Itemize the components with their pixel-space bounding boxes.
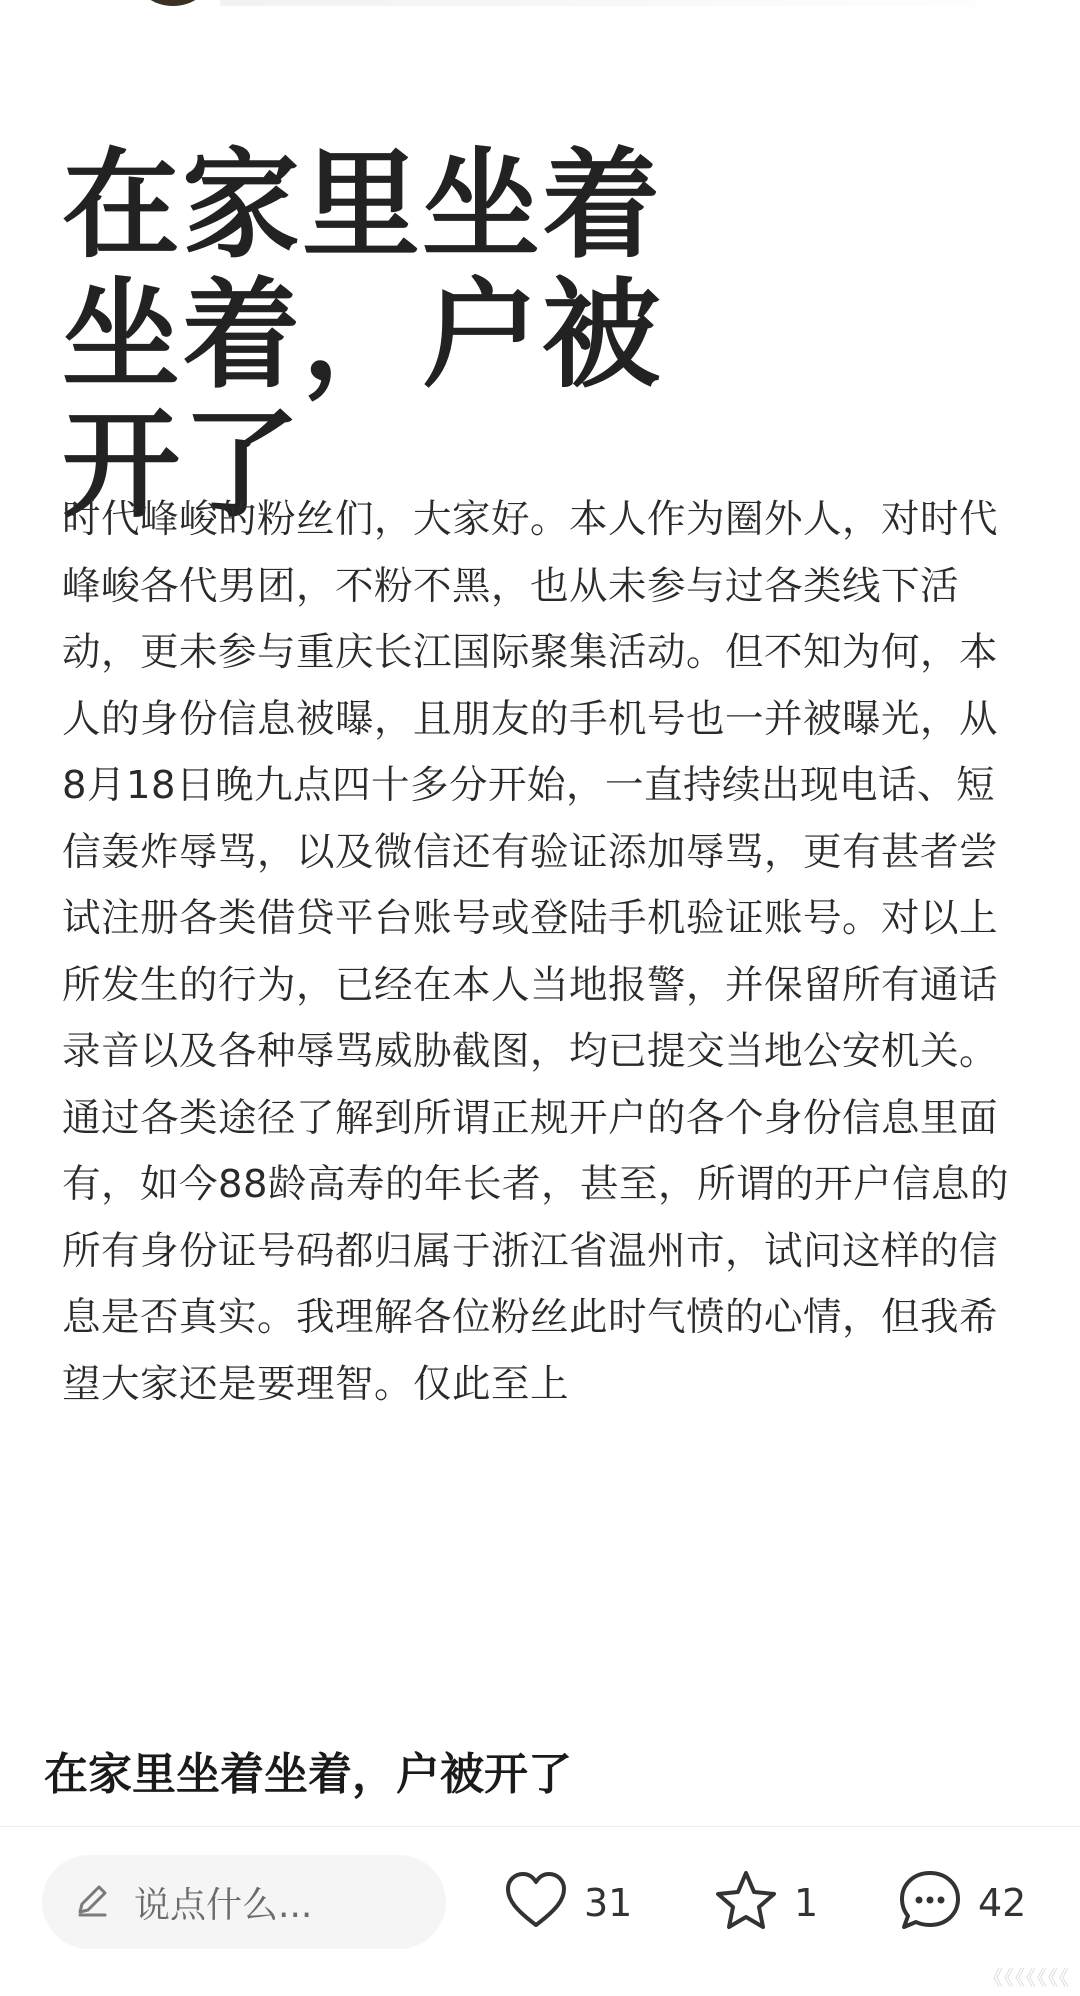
- like-count: 31: [584, 1881, 633, 1925]
- bottom-action-bar: [0, 1826, 1080, 1996]
- watermark: 《《《《《《《: [983, 1966, 1070, 1990]
- like-button[interactable]: [502, 1863, 632, 1943]
- post-title: 在家里坐着坐着，户被开了: [44, 1749, 572, 1800]
- comment-count: 42: [978, 1881, 1027, 1925]
- heart-icon: [502, 1867, 570, 1939]
- comment-bubble-icon: [896, 1867, 964, 1939]
- card-title: 在家里坐着坐着，户被开了: [62, 136, 663, 534]
- comment-placeholder: 说点什么...: [134, 1884, 313, 1926]
- star-icon: [712, 1867, 780, 1939]
- favorite-count: 1: [794, 1881, 819, 1925]
- comment-input[interactable]: [42, 1855, 446, 1949]
- card-body-text: 时代峰峻的粉丝们，大家好。本人作为圈外人，对时代峰峻各代男团，不粉不黑，也从未参与过各类线下活动，更未参与重庆长江国际聚集活动。但不知为何，本人的身份信息被曝，且朋友的手机号也一并被曝光，从8月18日晚九点四十多分开始，一直持续出现电话、短信轰炸辱骂，以及微信还有验证添加辱骂，更有甚者尝试注册各类借贷平台账号或登陆手机验证账号。对以上所发生的行为，已经在本人当地报警，并保留所有通话录音以及各种辱骂威胁截图，均已提交当地公安机关。通过各类途径了解到所谓正规开户的各个身份信息里面有，如今88龄高寿的年长者，甚至，所谓的开户信息的所有身份证号码都归属于浙江省温州市，试问这样的信息是否真实。我理解各位粉丝此时气愤的心情，但我希望大家还是要理智。仅此至上: [62, 497, 1009, 1407]
- author-avatar[interactable]: [138, 0, 208, 6]
- pencil-icon: [72, 1880, 112, 1924]
- favorite-button[interactable]: [712, 1863, 818, 1943]
- comment-button[interactable]: [896, 1863, 1026, 1943]
- header-divider: [220, 0, 1080, 6]
